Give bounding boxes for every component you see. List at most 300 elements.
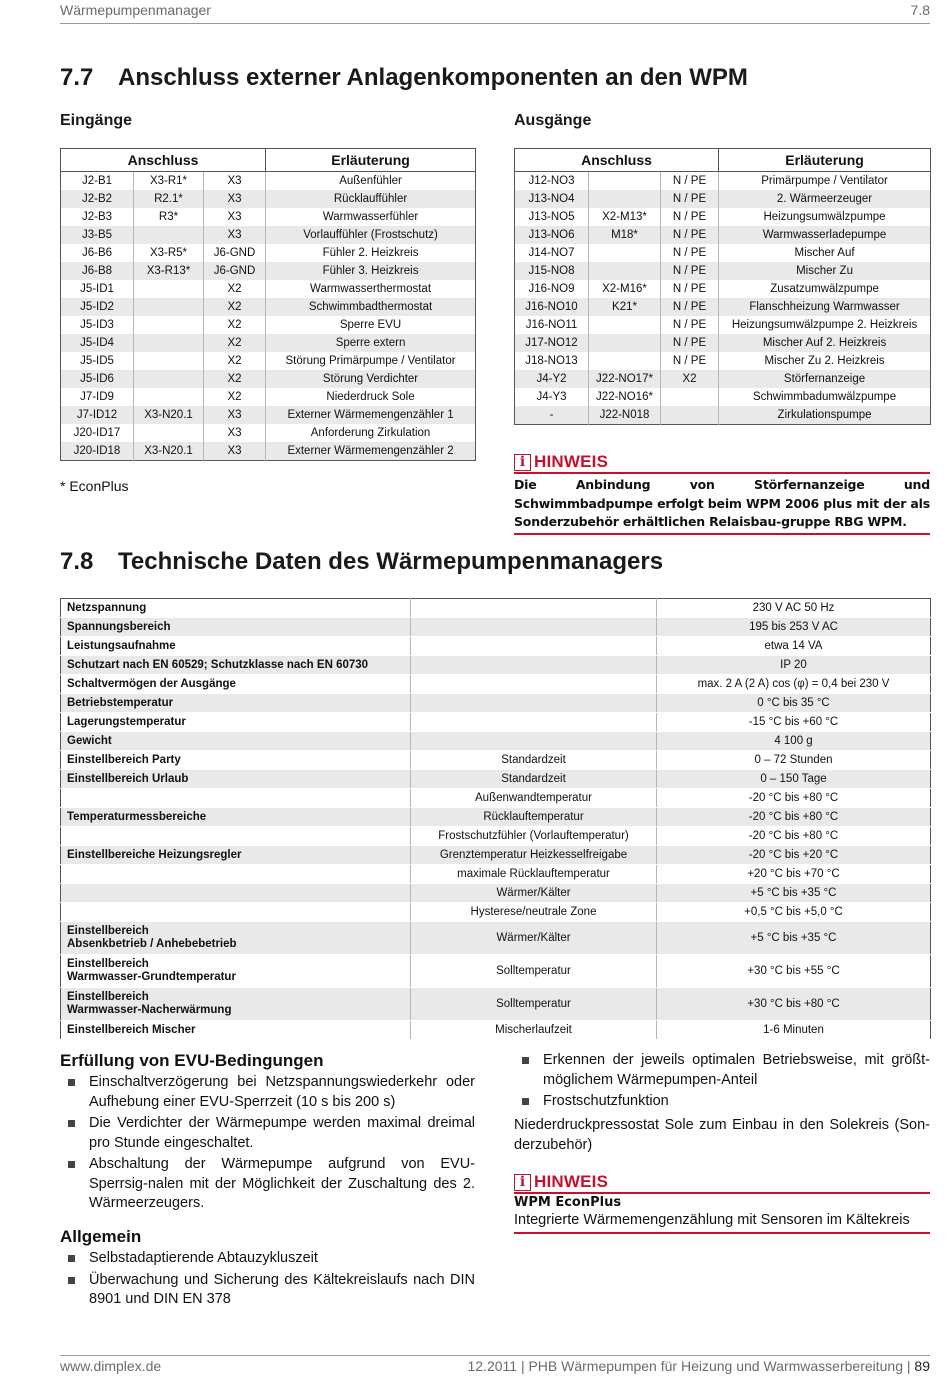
hinweis-title-2 xyxy=(514,1172,930,1192)
outputs-cell: J16-NO9 xyxy=(515,280,589,298)
inputs-row xyxy=(61,172,476,191)
tech-label-cell: Schutzart nach EN 60529; Schutzklasse nach EN 60730 xyxy=(61,656,411,675)
inputs-cell: R3* xyxy=(134,208,204,226)
hinweis-rule-top-2 xyxy=(514,1192,930,1194)
inputs-row xyxy=(61,208,476,226)
inputs-cell xyxy=(134,334,204,352)
list-item-text: Überwachung und Sicherung des Kältekreislaufs nach DIN 8901 und DIN EN 378 xyxy=(89,1271,475,1307)
tech-row xyxy=(61,618,931,637)
hinweis-subtitle-2: WPM EconPlus xyxy=(514,1195,622,1210)
tech-label-line2: Warmwasser-Nacherwärmung xyxy=(67,1004,232,1016)
outputs-cell: N / PE xyxy=(661,172,719,191)
inputs-cell: X3-R5* xyxy=(134,244,204,262)
inputs-cell: Störung Primärpumpe / Ventilator xyxy=(285,355,456,367)
outputs-cell: Schwimmbadumwälzpumpe xyxy=(752,391,897,403)
tech-condition-cell xyxy=(411,694,657,713)
outputs-cell: J13-NO4 xyxy=(515,190,589,208)
inputs-cell: X3 xyxy=(204,406,266,424)
inputs-cell: J2-B2 xyxy=(61,190,134,208)
inputs-cell: J5-ID6 xyxy=(61,370,134,388)
inputs-cell: J5-ID2 xyxy=(61,298,134,316)
tech-label-cell xyxy=(61,865,411,884)
info-icon: i xyxy=(514,1174,531,1191)
inputs-cell: X3-N20.1 xyxy=(134,406,204,424)
inputs-cell: Sperre extern xyxy=(266,334,476,352)
inputs-cell: R2.1* xyxy=(134,190,204,208)
tech-value-cell: 4 100 g xyxy=(657,732,931,751)
tech-row xyxy=(61,988,931,1021)
square-bullet-icon xyxy=(68,1079,75,1086)
outputs-row xyxy=(515,388,931,406)
tech-condition-cell: Solltemperatur xyxy=(411,988,657,1021)
inputs-cell: Anforderung Zirkulation xyxy=(310,427,431,439)
outputs-cell: J16-NO11 xyxy=(515,316,589,334)
tech-value-cell: IP 20 xyxy=(657,656,931,675)
inputs-heading: Eingänge xyxy=(60,112,133,129)
outputs-row xyxy=(515,190,931,208)
inputs-row xyxy=(61,316,476,334)
tech-label-cell: Schaltvermögen der Ausgänge xyxy=(61,675,411,694)
tech-label-cell xyxy=(61,955,411,988)
list-item xyxy=(60,1073,475,1112)
outputs-cell xyxy=(589,334,661,352)
outputs-cell: N / PE xyxy=(661,334,719,352)
inputs-cell: J20-ID17 xyxy=(61,424,134,442)
inputs-cell: J2-B1 xyxy=(61,172,134,191)
tech-row xyxy=(61,656,931,675)
inputs-cell: X3 xyxy=(204,442,266,461)
tech-condition-cell: Frostschutzfühler (Vorlauftemperatur) xyxy=(411,827,657,846)
tech-row xyxy=(61,884,931,903)
section-7-8-heading xyxy=(60,548,663,576)
outputs-row xyxy=(515,226,931,244)
inputs-cell xyxy=(134,370,204,388)
list-item-text: Die Verdichter der Wärmepumpe werden maximal dreimal pro Stunde eingeschaltet. xyxy=(89,1115,475,1151)
outputs-cell: Warmwasserladepumpe xyxy=(719,226,931,244)
outputs-cell xyxy=(589,172,661,191)
tech-value-cell: +30 °C bis +80 °C xyxy=(657,988,931,1021)
inputs-cell: X2 xyxy=(204,352,266,370)
tech-label-cell: Einstellbereich Party xyxy=(61,751,411,770)
footer-divider xyxy=(60,1355,930,1356)
outputs-cell: J15-NO8 xyxy=(515,262,589,280)
outputs-cell: J4-Y2 xyxy=(515,370,589,388)
inputs-cell: Externer Wärmemengenzähler 2 xyxy=(266,442,476,461)
outputs-cell: X2-M16* xyxy=(589,280,661,298)
inputs-cell: Rücklauffühler xyxy=(266,190,476,208)
tech-condition-cell xyxy=(411,656,657,675)
outputs-heading: Ausgänge xyxy=(514,112,592,129)
hinweis-title-1 xyxy=(514,452,930,472)
tech-value-cell: -20 °C bis +80 °C xyxy=(657,789,931,808)
tech-value-cell: 1-6 Minuten xyxy=(657,1021,931,1040)
tech-label-cell: Einstellbereich Urlaub xyxy=(61,770,411,789)
tech-row xyxy=(61,713,931,732)
section-number: 7.8 xyxy=(60,548,94,575)
outputs-cell: Heizungsumwälzpumpe 2. Heizkreis xyxy=(731,319,918,331)
inputs-cell: J6-B6 xyxy=(61,244,134,262)
tech-value-cell: 0 – 150 Tage xyxy=(657,770,931,789)
hinweis-rule-top-1 xyxy=(514,472,930,474)
tech-value-cell: -20 °C bis +80 °C xyxy=(657,808,931,827)
tech-label-cell xyxy=(61,903,411,922)
info-icon: i xyxy=(514,454,531,471)
header-divider xyxy=(60,23,930,24)
list-item xyxy=(60,1155,475,1214)
outputs-row xyxy=(515,316,931,334)
inputs-cell: X2 xyxy=(204,334,266,352)
inputs-cell: X3-N20.1 xyxy=(134,442,204,461)
list-item xyxy=(514,1092,930,1112)
hinweis-rule-bottom-2 xyxy=(514,1232,930,1234)
tech-condition-cell: Standardzeit xyxy=(411,751,657,770)
outputs-cell: Primärpumpe / Ventilator xyxy=(761,175,888,187)
tech-value-cell: +5 °C bis +35 °C xyxy=(657,922,931,955)
niederdruck-paragraph: Niederdruckpressostat Sole zum Einbau in den Solekreis (Son-derzubehör) xyxy=(514,1117,930,1153)
inputs-cell: Warmwasserfühler xyxy=(322,211,419,223)
tech-row xyxy=(61,770,931,789)
inputs-cell: J2-B3 xyxy=(61,208,134,226)
outputs-cell: - xyxy=(515,406,589,425)
inputs-col-erlaeuterung: Erläuterung xyxy=(266,149,476,172)
tech-value-cell: etwa 14 VA xyxy=(657,637,931,656)
outputs-cell: J4-Y3 xyxy=(515,388,589,406)
square-bullet-icon xyxy=(522,1098,529,1105)
inputs-cell: J6-GND xyxy=(204,262,266,280)
outputs-cell: J13-NO6 xyxy=(515,226,589,244)
inputs-cell: J3-B5 xyxy=(61,226,134,244)
inputs-cell: X2 xyxy=(204,316,266,334)
inputs-cell: X3-R13* xyxy=(134,262,204,280)
tech-label-cell xyxy=(61,827,411,846)
list-item-text: Selbstadaptierende Abtauzykluszeit xyxy=(89,1250,318,1266)
tech-value-cell: +20 °C bis +70 °C xyxy=(657,865,931,884)
inputs-cell: X2 xyxy=(204,298,266,316)
square-bullet-icon xyxy=(68,1277,75,1284)
outputs-cell: K21* xyxy=(589,298,661,316)
outputs-cell: Mischer Auf 2. Heizkreis xyxy=(719,334,931,352)
inputs-row xyxy=(61,226,476,244)
outputs-cell: N / PE xyxy=(661,262,719,280)
outputs-row xyxy=(515,406,931,425)
tech-value-cell: 195 bis 253 V AC xyxy=(657,618,931,637)
outputs-cell: Mischer Zu 2. Heizkreis xyxy=(764,355,885,367)
outputs-cell: N / PE xyxy=(661,298,719,316)
outputs-cell: J22-N018 xyxy=(589,406,661,425)
tech-label-cell: Betriebstemperatur xyxy=(61,694,411,713)
tech-label: Einstellbereich xyxy=(67,991,149,1003)
tech-value-cell: -20 °C bis +80 °C xyxy=(657,827,931,846)
outputs-cell: J16-NO10 xyxy=(515,298,589,316)
square-bullet-icon xyxy=(522,1057,529,1064)
tech-value-cell: +5 °C bis +35 °C xyxy=(657,884,931,903)
outputs-cell xyxy=(589,352,661,370)
outputs-cell xyxy=(589,244,661,262)
tech-label: Einstellbereich xyxy=(67,925,149,937)
inputs-cell xyxy=(134,352,204,370)
inputs-row xyxy=(61,244,476,262)
outputs-row xyxy=(515,244,931,262)
tech-row xyxy=(61,599,931,618)
inputs-row xyxy=(61,424,476,442)
inputs-cell: J5-ID3 xyxy=(61,316,134,334)
inputs-header-row xyxy=(61,149,476,172)
hinweis-text-2: Integrierte Wärmemengenzählung mit Sensoren im Kältekreis xyxy=(514,1212,910,1228)
inputs-row xyxy=(61,262,476,280)
tech-value-cell: -15 °C bis +60 °C xyxy=(657,713,931,732)
tech-label-cell: Einstellbereich Mischer xyxy=(61,1021,411,1040)
outputs-cell: J17-NO12 xyxy=(515,334,589,352)
outputs-cell: N / PE xyxy=(661,316,719,334)
tech-row xyxy=(61,846,931,865)
outputs-cell: J13-NO5 xyxy=(515,208,589,226)
tech-value-cell: max. 2 A (2 A) cos (φ) = 0,4 bei 230 V xyxy=(657,675,931,694)
tech-label-cell: Leistungsaufnahme xyxy=(61,637,411,656)
inputs-cell: Fühler 3. Heizkreis xyxy=(266,262,476,280)
list-item-text: Einschaltverzögerung bei Netzspannungswiederkehr oder Aufhebung einer EVU-Sperrzeit (10 s bis 200 s) xyxy=(89,1074,475,1110)
tech-row xyxy=(61,694,931,713)
footer-website: www.dimplex.de xyxy=(60,1358,162,1374)
inputs-row xyxy=(61,388,476,406)
tech-condition-cell xyxy=(411,713,657,732)
outputs-cell: Mischer Zu xyxy=(719,262,931,280)
inputs-cell: Außenfühler xyxy=(339,175,402,187)
hinweis-text-1: Die Anbindung von Störfernanzeige und Schwimmbadpumpe erfolgt beim WPM 2006 plus mit der als Sonderzubehör erhältlichen Relaisbau-gruppe RBG WPM. xyxy=(514,477,930,529)
evu-list xyxy=(60,1073,475,1216)
outputs-row xyxy=(515,208,931,226)
inputs-cell: J5-ID5 xyxy=(61,352,134,370)
section-title: Technische Daten des Wärmepumpenmanagers xyxy=(118,548,664,575)
tech-label-cell xyxy=(61,789,411,808)
inputs-cell: Externer Wärmemengenzähler 1 xyxy=(266,406,476,424)
outputs-row xyxy=(515,334,931,352)
outputs-row xyxy=(515,352,931,370)
inputs-cell: J5-ID4 xyxy=(61,334,134,352)
outputs-col-anschluss: Anschluss xyxy=(515,149,719,172)
tech-value-cell: +0,5 °C bis +5,0 °C xyxy=(657,903,931,922)
tech-condition-cell xyxy=(411,599,657,618)
outputs-cell: 2. Wärmeerzeuger xyxy=(719,190,931,208)
tech-label-cell: Netzspannung xyxy=(61,599,411,618)
outputs-cell: N / PE xyxy=(661,226,719,244)
tech-data-table xyxy=(60,598,931,1040)
inputs-cell: J5-ID1 xyxy=(61,280,134,298)
inputs-table xyxy=(60,148,476,461)
tech-value-cell: 230 V AC 50 Hz xyxy=(657,599,931,618)
inputs-cell: Fühler 2. Heizkreis xyxy=(322,247,419,259)
outputs-row xyxy=(515,262,931,280)
tech-label-cell xyxy=(61,988,411,1021)
tech-condition-cell: Rücklauftemperatur xyxy=(411,808,657,827)
tech-label-line2: Warmwasser-Grundtemperatur xyxy=(67,971,236,983)
outputs-cell: N / PE xyxy=(661,244,719,262)
outputs-cell: J12-NO3 xyxy=(515,172,589,191)
tech-label-cell: Lagerungstemperatur xyxy=(61,713,411,732)
section-number: 7.7 xyxy=(60,64,94,91)
list-item xyxy=(60,1249,475,1269)
inputs-cell: X2 xyxy=(204,280,266,298)
outputs-cell: Zirkulationspumpe xyxy=(719,406,931,425)
tech-label-cell xyxy=(61,922,411,955)
inputs-cell: Vorlauffühler (Frostschutz) xyxy=(266,226,476,244)
tech-condition-cell xyxy=(411,637,657,656)
evu-heading: Erfüllung von EVU-Bedingungen xyxy=(60,1051,324,1070)
page-number: 89 xyxy=(914,1358,930,1374)
hinweis-box-2 xyxy=(514,1172,930,1234)
square-bullet-icon xyxy=(68,1161,75,1168)
inputs-cell: J6-GND xyxy=(204,244,266,262)
tech-value-cell: +30 °C bis +55 °C xyxy=(657,955,931,988)
inputs-cell: Niederdruck Sole xyxy=(326,391,415,403)
tech-row xyxy=(61,675,931,694)
tech-condition-cell: Grenztemperatur Heizkesselfreigabe xyxy=(411,846,657,865)
hinweis-label-1: HINWEIS xyxy=(534,452,609,471)
inputs-row xyxy=(61,442,476,461)
outputs-cell: N / PE xyxy=(661,352,719,370)
outputs-cell xyxy=(661,388,719,406)
outputs-header-row xyxy=(515,149,931,172)
allgemein-heading: Allgemein xyxy=(60,1227,142,1246)
list-item xyxy=(60,1114,475,1153)
running-header-title: Wärmepumpenmanager xyxy=(60,2,211,18)
inputs-cell xyxy=(134,424,204,442)
outputs-cell xyxy=(661,406,719,425)
tech-label-cell: Temperaturmessbereiche xyxy=(61,808,411,827)
inputs-cell: J7-ID9 xyxy=(61,388,134,406)
inputs-cell: J20-ID18 xyxy=(61,442,134,461)
section-7-7-heading xyxy=(60,64,748,92)
outputs-cell xyxy=(589,316,661,334)
square-bullet-icon xyxy=(68,1255,75,1262)
list-item xyxy=(60,1271,475,1310)
outputs-col-erlaeuterung: Erläuterung xyxy=(719,149,931,172)
inputs-col-anschluss: Anschluss xyxy=(61,149,266,172)
outputs-cell: J18-NO13 xyxy=(515,352,589,370)
outputs-cell: Zusatzumwälzpumpe xyxy=(770,283,879,295)
tech-row xyxy=(61,955,931,988)
inputs-cell: X3 xyxy=(204,208,266,226)
tech-label-line2: Absenkbetrieb / Anhebebetrieb xyxy=(67,938,237,950)
tech-condition-cell xyxy=(411,675,657,694)
inputs-cell: X2 xyxy=(204,388,266,406)
outputs-cell: X2-M13* xyxy=(589,208,661,226)
inputs-row xyxy=(61,280,476,298)
outputs-row xyxy=(515,280,931,298)
tech-condition-cell: Wärmer/Kälter xyxy=(411,922,657,955)
outputs-cell: Mischer Auf xyxy=(794,247,855,259)
outputs-cell: J22-NO17* xyxy=(589,370,661,388)
outputs-cell: N / PE xyxy=(661,190,719,208)
list-item-text: Abschaltung der Wärmepumpe aufgrund von EVU-Sperrsig-nalen mit der Möglichkeit der Zuschaltung des 2. Wärmeerzeugers. xyxy=(89,1156,475,1211)
tech-label-cell: Spannungsbereich xyxy=(61,618,411,637)
tech-row xyxy=(61,808,931,827)
tech-condition-cell: Mischerlaufzeit xyxy=(411,1021,657,1040)
tech-row xyxy=(61,732,931,751)
tech-condition-cell: maximale Rücklauftemperatur xyxy=(411,865,657,884)
tech-condition-cell: Standardzeit xyxy=(411,770,657,789)
outputs-cell: M18* xyxy=(589,226,661,244)
tech-label-cell: Gewicht xyxy=(61,732,411,751)
tech-value-cell: 0 °C bis 35 °C xyxy=(657,694,931,713)
inputs-row xyxy=(61,298,476,316)
inputs-cell: Schwimmbadthermostat xyxy=(266,298,476,316)
footer-doc-info xyxy=(467,1358,930,1374)
list-item xyxy=(514,1051,930,1090)
inputs-cell: X3 xyxy=(204,424,266,442)
tech-condition-cell: Hysterese/neutrale Zone xyxy=(411,903,657,922)
tech-label-cell: Einstellbereiche Heizungsregler xyxy=(61,846,411,865)
tech-row xyxy=(61,637,931,656)
outputs-cell: J22-NO16* xyxy=(589,388,661,406)
tech-label-cell xyxy=(61,884,411,903)
outputs-table xyxy=(514,148,931,425)
inputs-cell: Sperre EVU xyxy=(339,319,402,331)
tech-row xyxy=(61,865,931,884)
inputs-cell: J6-B8 xyxy=(61,262,134,280)
inputs-cell: X3 xyxy=(204,172,266,191)
inputs-row xyxy=(61,334,476,352)
hinweis-rule-bottom-1 xyxy=(514,533,930,535)
inputs-row xyxy=(61,370,476,388)
inputs-cell: Warmwasserthermostat xyxy=(310,283,432,295)
hinweis-box-1 xyxy=(514,452,930,535)
footnote-econplus: * EconPlus xyxy=(60,478,129,494)
tech-row xyxy=(61,789,931,808)
tech-row xyxy=(61,922,931,955)
tech-row xyxy=(61,827,931,846)
inputs-cell: X3 xyxy=(204,190,266,208)
tech-value-cell: -20 °C bis +20 °C xyxy=(657,846,931,865)
square-bullet-icon xyxy=(68,1120,75,1127)
inputs-row xyxy=(61,352,476,370)
list-item-text: Frostschutzfunktion xyxy=(543,1093,669,1109)
outputs-row xyxy=(515,172,931,191)
tech-value-cell: 0 – 72 Stunden xyxy=(657,751,931,770)
tech-condition-cell: Wärmer/Kälter xyxy=(411,884,657,903)
outputs-cell: Heizungsumwälzpumpe xyxy=(763,211,886,223)
outputs-cell xyxy=(589,262,661,280)
tech-label: Einstellbereich xyxy=(67,958,149,970)
outputs-cell: J14-NO7 xyxy=(515,244,589,262)
hinweis-label-2: HINWEIS xyxy=(534,1172,609,1191)
outputs-cell: N / PE xyxy=(661,208,719,226)
list-item-text: Erkennen der jeweils optimalen Betriebsweise, mit größt-möglichem Wärmepumpen-Anteil xyxy=(543,1052,930,1088)
tech-condition-cell xyxy=(411,618,657,637)
footer-doc-title: 12.2011 | PHB Wärmepumpen für Heizung und Warmwasserbereitung | xyxy=(467,1358,915,1374)
inputs-cell xyxy=(134,280,204,298)
outputs-cell xyxy=(589,190,661,208)
outputs-row xyxy=(515,370,931,388)
tech-row xyxy=(61,751,931,770)
inputs-cell xyxy=(134,316,204,334)
inputs-cell xyxy=(134,388,204,406)
inputs-cell: X2 xyxy=(204,370,266,388)
inputs-cell: X3-R1* xyxy=(134,172,204,191)
allgemein-list xyxy=(60,1249,475,1312)
outputs-cell: Flanschheizung Warmwasser xyxy=(719,298,931,316)
running-header-section: 7.8 xyxy=(910,2,930,18)
section-title: Anschluss externer Anlagenkomponenten an den WPM xyxy=(118,64,748,91)
tech-row xyxy=(61,903,931,922)
outputs-cell: N / PE xyxy=(661,280,719,298)
outputs-row xyxy=(515,298,931,316)
tech-condition-cell: Außenwandtemperatur xyxy=(411,789,657,808)
tech-condition-cell xyxy=(411,732,657,751)
inputs-row xyxy=(61,190,476,208)
tech-row xyxy=(61,1021,931,1040)
outputs-cell: Störfernanzeige xyxy=(719,370,931,388)
inputs-cell xyxy=(134,226,204,244)
